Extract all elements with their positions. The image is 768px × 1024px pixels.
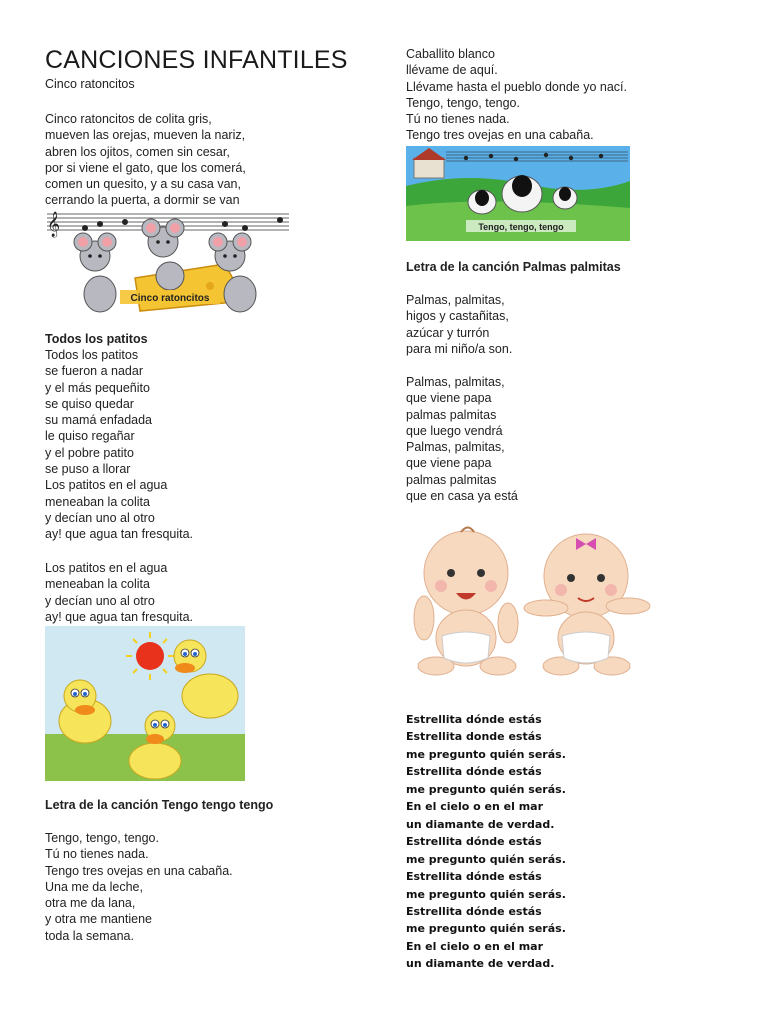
song-lyrics-caballito-blanco: Caballito blanco llévame de aquí. Llévame hasta el pueblo donde yo nací. Tengo, tengo, tengo. Tú no tienes nada. Tengo tres ovejas en una cabaña. bbox=[406, 47, 627, 143]
song-lyrics-todos-los-patitos-2: Los patitos en el agua meneaban la colita y decían uno al otro ay! que agua tan fresquita. bbox=[45, 561, 194, 624]
song-lyrics-palmas-palmitas-1: Palmas, palmitas, higos y castañitas, azúcar y turrón para mi niño/a son. bbox=[406, 293, 513, 356]
ducks-illustration bbox=[45, 626, 245, 781]
song-heading-tengo-tengo-tengo: Letra de la canción Tengo tengo tengo bbox=[45, 798, 274, 812]
song-heading-todos-los-patitos: Todos los patitos bbox=[45, 332, 148, 346]
sheep-caption: Tengo, tengo, tengo bbox=[478, 222, 564, 232]
mice-illustration bbox=[45, 206, 291, 316]
sheep-illustration bbox=[406, 146, 630, 241]
mice-caption: Cinco ratoncitos bbox=[130, 293, 210, 304]
song-lyrics-todos-los-patitos-1: Todos los patitos se fueron a nadar y el más pequeñito se quiso quedar su mamá enfadada le quiso regañar y el pobre patito se puso a llorar Los patitos en el agua meneaban la colita y decían uno al otro ay! que agua tan fresquita. bbox=[45, 348, 194, 542]
song-heading-palmas-palmitas: Letra de la canción Palmas palmitas bbox=[406, 260, 621, 274]
song-title-cinco-ratoncitos: Cinco ratoncitos bbox=[45, 77, 135, 91]
song-lyrics-cinco-ratoncitos: Cinco ratoncitos de colita gris, mueven las orejas, mueven la nariz, abren los ojitos, comen sin cesar, por si viene el gato, que los comerá, comen un quesito, y a su casa van, cerrando la puerta, a dormir se van bbox=[45, 112, 246, 208]
svg-text:𝄞: 𝄞 bbox=[47, 212, 61, 237]
page-title: CANCIONES INFANTILES bbox=[45, 46, 348, 74]
song-lyrics-palmas-palmitas-2: Palmas, palmitas, que viene papa palmas palmitas que luego vendrá Palmas, palmitas, que viene papa palmas palmitas que en casa ya está bbox=[406, 375, 518, 504]
song-lyrics-estrellita: Estrellita dónde estás Estrellita donde estás me pregunto quién serás. Estrellita dónde estás me pregunto quién serás. En el cielo o en el mar un diamante de verdad. Estrellita dónde estás me pregunto quién serás. Estrellita dónde estás me pregunto quién serás. Estrellita dónde estás me pregunto quién serás. En el cielo o en el mar un diamante de verdad. bbox=[406, 713, 566, 971]
babies-illustration bbox=[406, 518, 656, 678]
song-lyrics-tengo-tengo-tengo: Tengo, tengo, tengo. Tú no tienes nada. Tengo tres ovejas en una cabaña. Una me da leche, otra me da lana, y otra me mantiene toda la semana. bbox=[45, 831, 233, 943]
